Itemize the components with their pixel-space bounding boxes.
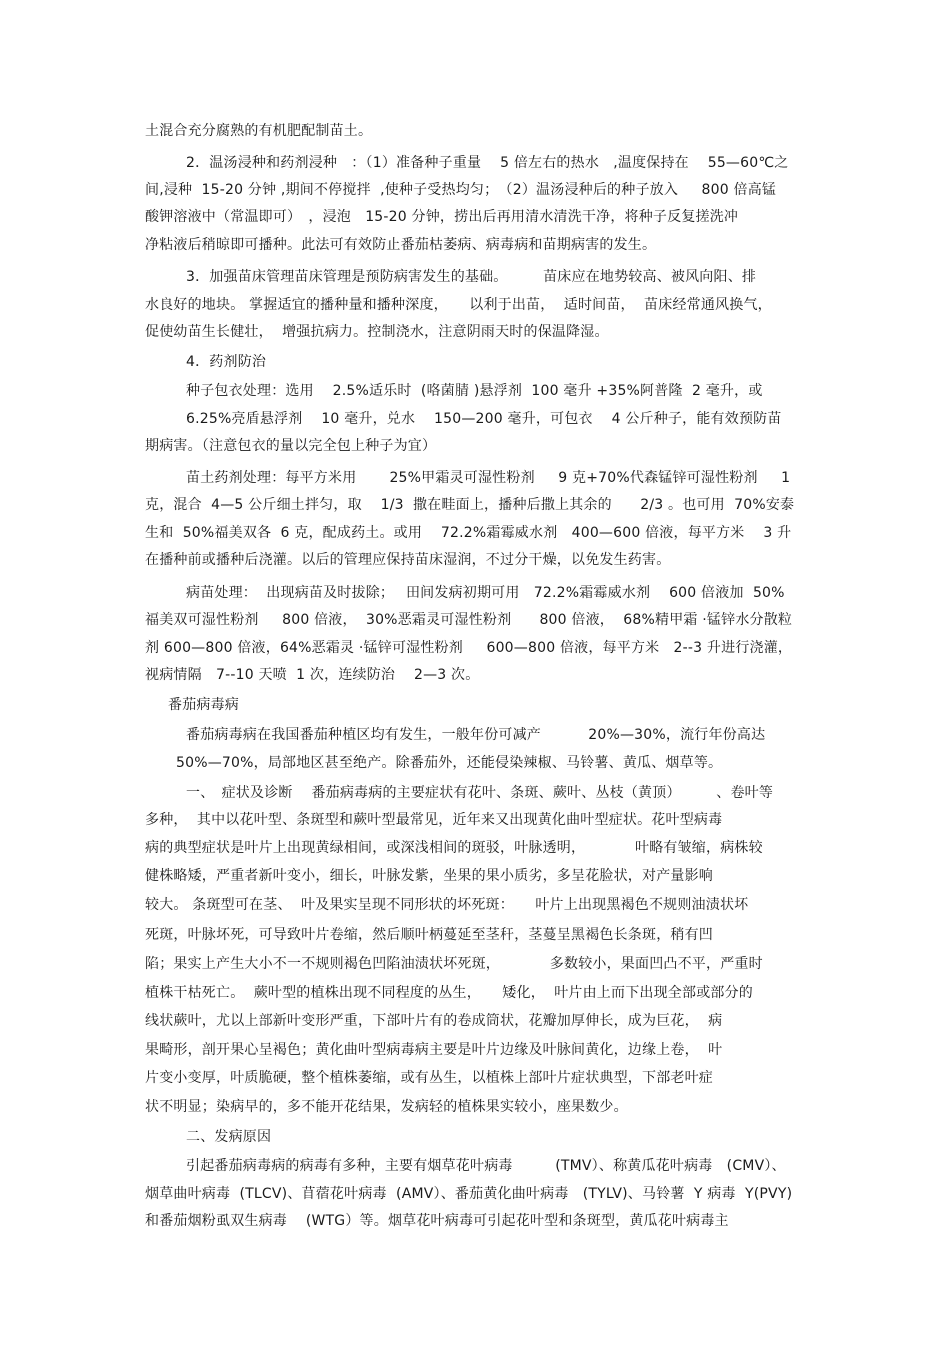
text-line: 促使幼苗生长健壮， 增强抗病力。控制浇水，注意阴雨天时的保温降湿。: [145, 324, 609, 340]
text-line: 在播种前或播种后浇灌。以后的管理应保持苗床湿润，不过分干燥，以免发生药害。: [145, 552, 671, 568]
text-line: 多种， 其中以花叶型、条斑型和蕨叶型最常见，近年来又出现黄化曲叶型症状。花叶型病毒: [145, 812, 723, 828]
text-line: 土混合充分腐熟的有机肥配制苗土。: [145, 123, 373, 139]
text-line: 水良好的地块。 掌握适宜的播种量和播种深度， 以利于出苗， 适时间苗， 苗床经常通风换气，: [145, 297, 772, 313]
text-line: 剂 600—800 倍液，64%恶霜灵 ·锰锌可湿性粉剂 600—800 倍液，每平方米 2--3 升进行浇灌，: [145, 640, 793, 656]
text-line: 一、 症状及诊断 番茄病毒病的主要症状有花叶、条斑、蕨叶、丛枝（黄顶） 、卷叶等: [186, 785, 774, 801]
text-line: 酸钾溶液中（常温即可） ，浸泡 15-20 分钟，捞出后再用清水清洗干净，将种子反复搓洗冲: [145, 209, 739, 225]
text-line: 期病害。（注意包衣的量以完全包上种子为宜）: [145, 438, 437, 454]
text-line: 番茄病毒病在我国番茄种植区均有发生，一般年份可减产 20%—30%，流行年份高达: [186, 727, 766, 743]
text-line: 病苗处理： 出现病苗及时拔除； 田间发病初期可用 72.2%霜霉威水剂 600 倍液加 50%: [186, 585, 785, 601]
text-line: 较大。 条斑型可在茎、 叶及果实呈现不同形状的坏死斑： 叶片上出现黑褐色不规则油渍状坏: [145, 897, 749, 913]
section-heading: 二、发病原因: [186, 1129, 272, 1145]
text-line: 引起番茄病毒病的病毒有多种，主要有烟草花叶病毒 (TMV）、称黄瓜花叶病毒 (CMV）、: [186, 1158, 786, 1174]
text-line: 陷；果实上产生大小不一不规则褐色凹陷油渍状坏死斑， 多数较小，果面凹凸不平，严重时: [145, 956, 763, 972]
text-line: 净粘液后稍晾即可播种。此法可有效防止番茄枯萎病、病毒病和苗期病害的发生。: [145, 237, 657, 253]
text-line: 和番茄烟粉虱双生病毒 (WTG）等。烟草花叶病毒可引起花叶型和条斑型，黄瓜花叶病毒主: [145, 1213, 729, 1229]
text-line: 片变小变厚，叶质脆硬，整个植株萎缩，或有丛生，以植株上部叶片症状典型，下部老叶症: [145, 1070, 713, 1086]
section-heading: 4．药剂防治: [186, 354, 267, 370]
text-line: 2．温汤浸种和药剂浸种 ：（1）准备种子重量 5 倍左右的热水 ,温度保持在 55—60℃之: [186, 155, 789, 171]
text-line: 种子包衣处理：选用 2.5%适乐时 (咯菌腈 )悬浮剂 100 毫升 +35%阿普隆 2 毫升，或: [186, 383, 763, 399]
section-heading: 番茄病毒病: [168, 697, 239, 713]
text-line: 苗土药剂处理：每平方米用 25%甲霜灵可湿性粉剂 9 克+70%代森锰锌可湿性粉剂 1: [186, 470, 791, 486]
text-line: 病的典型症状是叶片上出现黄绿相间，或深浅相间的斑驳，叶脉透明， 叶略有皱缩，病株较: [145, 840, 763, 856]
text-line: 视病情隔 7--10 天喷 1 次，连续防治 2—3 次。: [145, 667, 480, 683]
text-line: 50%—70%，局部地区甚至绝产。除番茄外，还能侵染辣椒、马铃薯、黄瓜、烟草等。: [176, 755, 723, 771]
text-line: 间,浸种 15-20 分钟 ,期间不停搅拌 ,使种子受热均匀； （2）温汤浸种后的种子放入 800 倍高锰: [145, 182, 777, 198]
text-line: 死斑，叶脉坏死，可导致叶片卷缩，然后顺叶柄蔓延至茎秆，茎蔓呈黑褐色长条斑，稍有凹: [145, 927, 713, 943]
text-line: 福美双可湿性粉剂 800 倍液， 30%恶霜灵可湿性粉剂 800 倍液， 68%精甲霜 ·锰锌水分散粒: [145, 612, 793, 628]
text-line: 6.25%亮盾悬浮剂 10 毫升，兑水 150—200 毫升，可包衣 4 公斤种子，能有效预防苗: [186, 411, 782, 427]
text-line: 果畸形，剖开果心呈褐色；黄化曲叶型病毒病主要是叶片边缘及叶脉间黄化，边缘上卷， 叶: [145, 1042, 723, 1058]
text-line: 植株干枯死亡。 蕨叶型的植株出现不同程度的丛生， 矮化， 叶片由上而下出现全部或部分的: [145, 985, 753, 1001]
text-line: 健株略矮，严重者新叶变小，细长，叶脉发紫，坐果的果小质劣，多呈花脸状，对产量影响: [145, 868, 713, 884]
text-line: 线状蕨叶，尤以上部新叶变形严重，下部叶片有的卷成筒状，花瓣加厚伸长，成为巨花， 病: [145, 1013, 723, 1029]
text-line: 3．加强苗床管理苗床管理是预防病害发生的基础。 苗床应在地势较高、被风向阳、排: [186, 269, 757, 285]
text-line: 克，混合 4—5 公斤细土拌匀，取 1/3 撒在畦面上，播种后撒上其余的 2/3 。也可用 70%安泰: [145, 497, 795, 513]
text-line: 烟草曲叶病毒 (TLCV)、苜蓿花叶病毒 (AMV）、番茄黄化曲叶病毒 (TYLV)、马铃薯 Y 病毒 Y(PVY): [145, 1186, 793, 1202]
text-line: 状不明显；染病早的，多不能开花结果，发病轻的植株果实较小，座果数少。: [145, 1099, 628, 1115]
text-line: 生和 50%福美双各 6 克，配成药土。或用 72.2%霜霉威水剂 400—600 倍液，每平方米 3 升: [145, 525, 792, 541]
